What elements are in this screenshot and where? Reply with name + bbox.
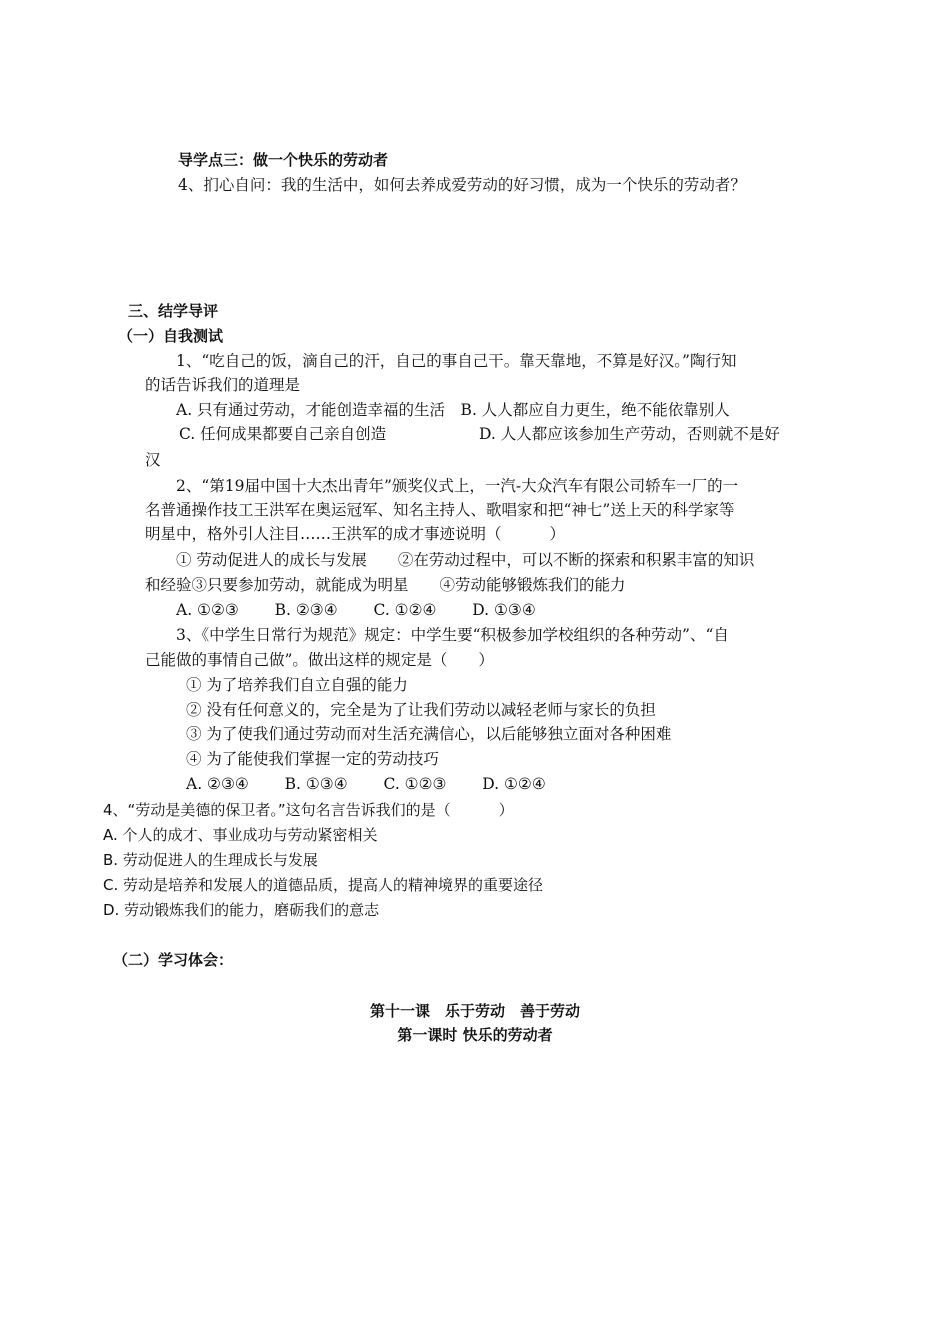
q1-option-d-cont: 汉 [145,451,161,469]
q3-options: A. ②③④ B. ①③④ C. ①②③ D. ①②④ [186,775,546,793]
q4-option-d: D. 劳动锻炼我们的能力，磨砺我们的意志 [103,901,380,919]
q1-option-c: C. 任何成果都要自己亲自创造 [179,425,387,443]
q1-line1: 1、“吃自己的饭，滴自己的汗，自己的事自己干。靠天靠地，不算是好汉。”陶行知 [176,352,737,370]
review-heading: 三、结学导评 [128,302,219,320]
q3-statement-3: ③ 为了使我们通过劳动而对生活充满信心，以后能够独立面对各种困难 [186,725,672,743]
learning-reflection-heading: （二）学习体会： [113,951,234,969]
self-test-heading: （一）自我测试 [118,327,224,345]
lesson-subtitle: 第一课时 快乐的劳动者 [397,1026,553,1044]
section-heading: 导学点三：做一个快乐的劳动者 [178,151,389,169]
q2-line5: 和经验③只要参加劳动，就能成为明星 ④劳动能够锻炼我们的能力 [145,576,626,594]
q3-line1: 3、《中学生日常行为规范》规定：中学生要“积极参加学校组织的各种劳动”、“自 [176,626,729,644]
q1-options-ab: A. 只有通过劳动，才能创造幸福的生活 B. 人人都应自力更生，绝不能依靠别人 [176,401,730,419]
q4-option-c: C. 劳动是培养和发展人的道德品质，提高人的精神境界的重要途径 [103,876,544,894]
q2-line1: 2、“第19届中国十大杰出青年”颁奖仪式上，一汽-大众汽车有限公司轿车一厂的一 [176,477,739,495]
q1-option-d: D. 人人都应该参加生产劳动，否则就不是好 [479,425,780,443]
q1-line2: 的话告诉我们的道理是 [145,376,301,394]
q2-options: A. ①②③ B. ②③④ C. ①②④ D. ①③④ [176,601,536,619]
reflection-question: 4、扪心自问：我的生活中，如何去养成爱劳动的好习惯，成为一个快乐的劳动者？ [178,176,746,194]
q2-line4: ① 劳动促进人的成长与发展 ②在劳动过程中，可以不断的探索和积累丰富的知识 [176,551,755,569]
q4-option-a: A. 个人的成才、事业成功与劳动紧密相关 [103,826,378,844]
q3-statement-2: ② 没有任何意义的，完全是为了让我们劳动以减轻老师与家长的负担 [186,701,656,719]
q3-statement-4: ④ 为了能使我们掌握一定的劳动技巧 [186,750,439,768]
q3-line2: 己能做的事情自己做”。做出这样的规定是（ ） [145,651,494,669]
q2-line2: 名普通操作技工王洪军在奥运冠军、知名主持人、歌唱家和把“神七”送上天的科学家等 [145,501,735,519]
q4-option-b: B. 劳动促进人的生理成长与发展 [103,851,318,869]
q3-statement-1: ① 为了培养我们自立自强的能力 [186,676,408,694]
q4-stem: 4、“劳动是美德的保卫者。”这句名言告诉我们的是（ ） [103,801,514,819]
q2-line3: 明星中，格外引人注目……王洪军的成才事迹说明（ ） [145,525,566,543]
lesson-title: 第十一课 乐于劳动 善于劳动 [369,1002,580,1020]
